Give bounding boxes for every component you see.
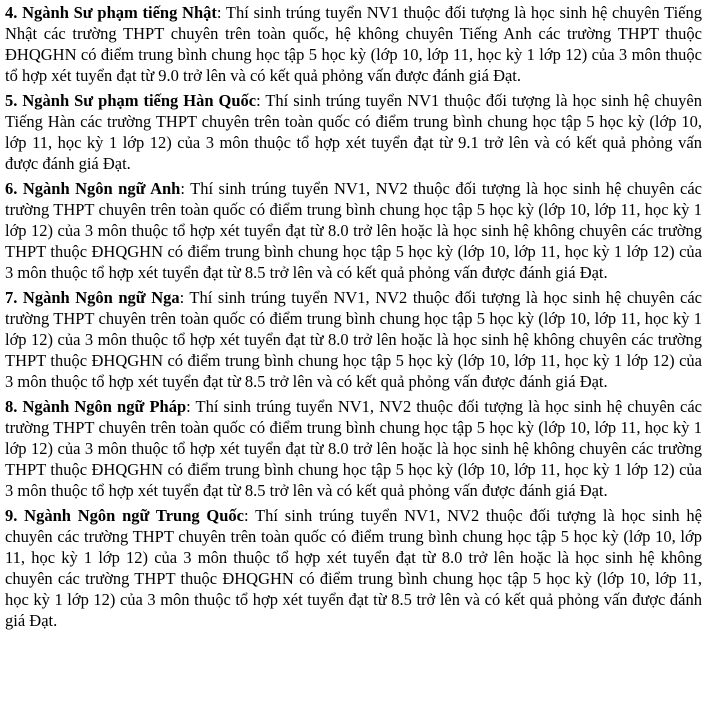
paragraph-body: : Thí sinh trúng tuyển NV1, NV2 thuộc đối tượng là học sinh hệ chuyên các trường THPT chuyên trên toàn quốc có điểm trung bình chung học tập 5 học kỳ (lớp 10, lớp 11, học kỳ 1 lớp 12) của 3 môn thuộc tổ hợp xét tuyển đạt từ 8.0 trở lên hoặc là học sinh hệ không chuyên các trường THPT thuộc ĐHQGHN có điểm trung bình chung học tập 5 học kỳ (lớp 10, lớp 11, học kỳ 1 lớp 12) của 3 môn thuộc tổ hợp xét tuyển đạt từ 8.5 trở lên và có kết quả phỏng vấn được đánh giá Đạt. [5,179,702,282]
paragraph-title: 5. Ngành Sư phạm tiếng Hàn Quốc [5,91,257,110]
paragraph-nganh-ngon-ngu-phap [5,396,702,501]
paragraph-nganh-ngon-ngu-trung-quoc [5,505,702,631]
paragraph-title: 4. Ngành Sư phạm tiếng Nhật [5,3,217,22]
paragraph-nganh-su-pham-tieng-han-quoc [5,90,702,174]
paragraph-title: 9. Ngành Ngôn ngữ Trung Quốc [5,506,244,525]
paragraph-title: 6. Ngành Ngôn ngữ Anh [5,179,181,198]
paragraph-body: : Thí sinh trúng tuyển NV1, NV2 thuộc đối tượng là học sinh hệ chuyên các trường THPT chuyên trên toàn quốc có điểm trung bình chung học tập 5 học kỳ (lớp 10, lớp 11, học kỳ 1 lớp 12) của 3 môn thuộc tổ hợp xét tuyển đạt từ 8.0 trở lên hoặc là học sinh hệ không chuyên các trường THPT thuộc ĐHQGHN có điểm trung bình chung học tập 5 học kỳ (lớp 10, lớp 11, học kỳ 1 lớp 12) của 3 môn thuộc tổ hợp xét tuyển đạt từ 8.5 trở lên và có kết quả phỏng vấn được đánh giá Đạt. [5,397,702,500]
paragraph-title: 7. Ngành Ngôn ngữ Nga [5,288,180,307]
paragraph-nganh-ngon-ngu-anh [5,178,702,283]
paragraph-body: : Thí sinh trúng tuyển NV1 thuộc đối tượng là học sinh hệ chuyên Tiếng Nhật các trường THPT chuyên trên toàn quốc, hệ không chuyên Tiếng Anh các trường THPT thuộc ĐHQGHN có điểm trung bình chung học tập 5 học kỳ (lớp 10, lớp 11, học kỳ 1 lớp 12) của 3 môn thuộc tổ hợp xét tuyển đạt từ 9.0 trở lên và có kết quả phỏng vấn được đánh giá Đạt. [5,3,702,85]
paragraph-body: : Thí sinh trúng tuyển NV1, NV2 thuộc đối tượng là học sinh hệ chuyên các trường THPT chuyên trên toàn quốc có điểm trung bình chung học tập 5 học kỳ (lớp 10, lớp 11, học kỳ 1 lớp 12) của 3 môn thuộc tổ hợp xét tuyển đạt từ 8.0 trở lên hoặc là học sinh hệ không chuyên các trường THPT thuộc ĐHQGHN có điểm trung bình chung học tập 5 học kỳ (lớp 10, lớp 11, học kỳ 1 lớp 12) của 3 môn thuộc tổ hợp xét tuyển đạt từ 8.5 trở lên và có kết quả phỏng vấn được đánh giá Đạt. [5,288,702,391]
paragraph-title: 8. Ngành Ngôn ngữ Pháp [5,397,187,416]
paragraph-body: : Thí sinh trúng tuyển NV1, NV2 thuộc đối tượng là học sinh hệ chuyên các trường THPT chuyên trên toàn quốc có điểm trung bình chung học tập 5 học kỳ (lớp 10, lớp 11, học kỳ 1 lớp 12) của 3 môn thuộc tổ hợp xét tuyển đạt từ 8.0 trở lên hoặc là học sinh hệ không chuyên các trường THPT thuộc ĐHQGHN có điểm trung bình chung học tập 5 học kỳ (lớp 10, lớp 11, học kỳ 1 lớp 12) của 3 môn thuộc tổ hợp xét tuyển đạt từ 8.5 trở lên và có kết quả phỏng vấn được đánh giá Đạt. [5,506,702,630]
paragraph-nganh-ngon-ngu-nga [5,287,702,392]
paragraph-body: : Thí sinh trúng tuyển NV1 thuộc đối tượng là học sinh hệ chuyên Tiếng Hàn các trường THPT chuyên trên toàn quốc có điểm trung bình chung học tập 5 học kỳ (lớp 10, lớp 11, học kỳ 1 lớp 12) của 3 môn thuộc tổ hợp xét tuyển đạt từ 9.1 trở lên và có kết quả phỏng vấn được đánh giá Đạt. [5,91,702,173]
paragraph-nganh-su-pham-tieng-nhat [5,2,702,86]
